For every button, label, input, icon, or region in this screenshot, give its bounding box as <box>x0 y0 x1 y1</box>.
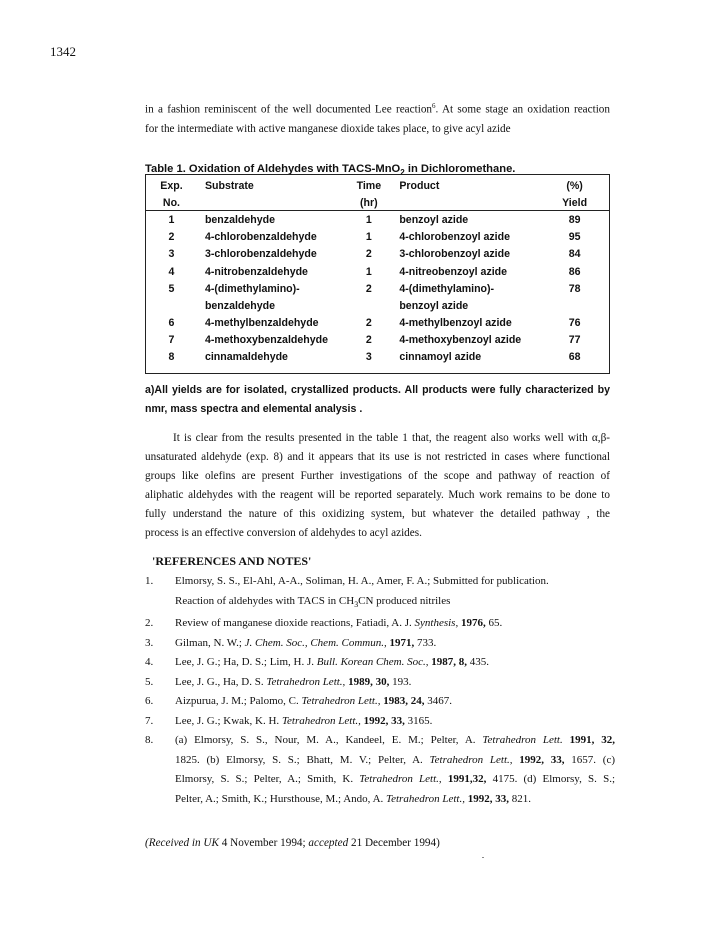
table-row: 7 4-methoxybenzaldehyde 2 4-methoxybenzoyl azide 77 <box>168 334 581 347</box>
reference-item: 5. Lee, J. G., Ha, D. S. Tetrahedron Lett., 1989, 30, 193. <box>145 675 412 688</box>
col-header-substrate: Substrate <box>204 179 254 192</box>
table-header-row <box>146 177 609 194</box>
references-list <box>145 572 615 809</box>
table-row: 3 3-chlorobenzaldehyde 2 3-chlorobenzoyl azide 84 <box>168 248 581 261</box>
intro-line: in a fashion reminiscent of the well documented Lee reaction$^6$. At some stage an oxidation reaction <box>145 102 610 116</box>
table-caption: Table 1. Oxidation of Aldehydes with TACS-MnO$_2$ in Dichloromethane. <box>145 163 516 178</box>
reference-item: 4. Lee, J. G.; Ha, D. S.; Lim, H. J. Bull. Korean Chem. Soc., 1987, 8, 435. <box>145 656 489 669</box>
col-header-exp: Exp. <box>160 179 183 192</box>
body-line: process is an effective conversion of aldehydes to acyl azides. <box>145 527 422 539</box>
col-header-time-unit: (hr) <box>360 196 378 209</box>
table-row: 5 4-(dimethylamino)- 2 4-(dimethylamino)- 78 <box>168 282 581 295</box>
results-table-grid <box>146 177 609 366</box>
col-header-no: No. <box>162 196 180 209</box>
results-table <box>145 174 610 374</box>
body-line: groups like olefins are present Further investigations of the scope and pathway of reaction of <box>145 470 610 482</box>
body-line: fully understand the nature of this oxidizing system, but whatever the detailed pathway , the <box>145 508 610 520</box>
body-paragraph <box>145 429 610 543</box>
body-line: It is clear from the results presented in the table 1 that, the reagent also works well with α,β- <box>173 432 610 444</box>
table-row: 6 4-methylbenzaldehyde 2 4-methylbenzoyl azide 76 <box>168 317 581 330</box>
footnote-line: a)All yields are for isolated, crystallized products. All products were fully characterized by <box>145 384 610 396</box>
reference-item: 1. Elmorsy, S. S., El-Ahl, A-A., Soliman, H. A., Amer, F. A.; Submitted for publication. Reaction of aldehydes with TACS in $CH_3CN$ produced nitriles <box>145 575 549 609</box>
body-line: unsaturated aldehyde (exp. 8) and it appears that its use is not restricted in cases where functional <box>145 451 610 463</box>
col-header-product: Product <box>399 179 440 192</box>
reference-item: 6. Aizpurua, J. M.; Palomo, C. Tetrahedron Lett., 1983, 24, 3467. <box>145 695 452 708</box>
reference-item: 7. Lee, J. G.; Kwak, K. H. Tetrahedron Lett., 1992, 33, 3165. <box>145 714 433 727</box>
table-row: 8 cinnamaldehyde 3 cinnamoyl azide 68 <box>168 351 581 364</box>
col-header-yield-pct: (%) <box>566 179 583 192</box>
footnote-line: nmr, mass spectra and elemental analysis . <box>145 403 363 415</box>
reference-item: 8. (a) Elmorsy, S. S., Nour, M. A., Kandeel, E. M.; Pelter, A. Tetrahedron Lett. 1991, 32, 1825. (b) Elmorsy, S. S.; Bhatt, M. V.; Pelter, A. Tetrahedron Lett., 1992, 33, 1657. (c) Elmorsy, S. S.; Pelter, A.; Smith, K. Tetrahedron Lett., 1991,32, 4175. (d) Elmorsy, S. S.; Pelter, A.; Smith, K.; Hursthouse, M.; Ando, A. Tetrahedron Lett., 1992, 33, 821. <box>145 734 616 805</box>
page-number: 1342 <box>50 44 76 59</box>
references-heading: 'REFERENCES AND NOTES' <box>152 554 312 568</box>
table-row: 2 4-chlorobenzaldehyde 1 4-chlorobenzoyl azide 95 <box>168 231 581 244</box>
col-header-time: Time <box>356 179 382 192</box>
reference-item: 2. Review of manganese dioxide reactions, Fatiadi, A. J. Synthesis, 1976, 65. <box>145 617 503 630</box>
table-header-row <box>146 194 609 211</box>
intro-line: for the intermediate with active manganese dioxide takes place, to give acyl azide <box>145 122 511 135</box>
table-row: 4 4-nitrobenzaldehyde 1 4-nitreobenzoyl azide 86 <box>168 265 581 278</box>
table-row: benzaldehyde benzoyl azide <box>204 299 469 312</box>
table-row: 1 benzaldehyde 1 benzoyl azide 89 <box>168 213 581 226</box>
received-note: (Received in UK 4 November 1994; accepted 21 December 1994) <box>145 837 440 849</box>
citation-superscript: 6 <box>432 102 436 110</box>
table-footnote <box>145 381 610 419</box>
scan-artifact <box>482 857 484 858</box>
body-line: aliphatic aldehydes with the reagent will be reported separately. Much work remains to be done to <box>145 489 610 501</box>
col-header-yield: Yield <box>562 196 588 209</box>
reference-item: 3. Gilman, N. W.; J. Chem. Soc., Chem. Commun., 1971, 733. <box>145 636 437 649</box>
intro-paragraph <box>145 97 610 139</box>
